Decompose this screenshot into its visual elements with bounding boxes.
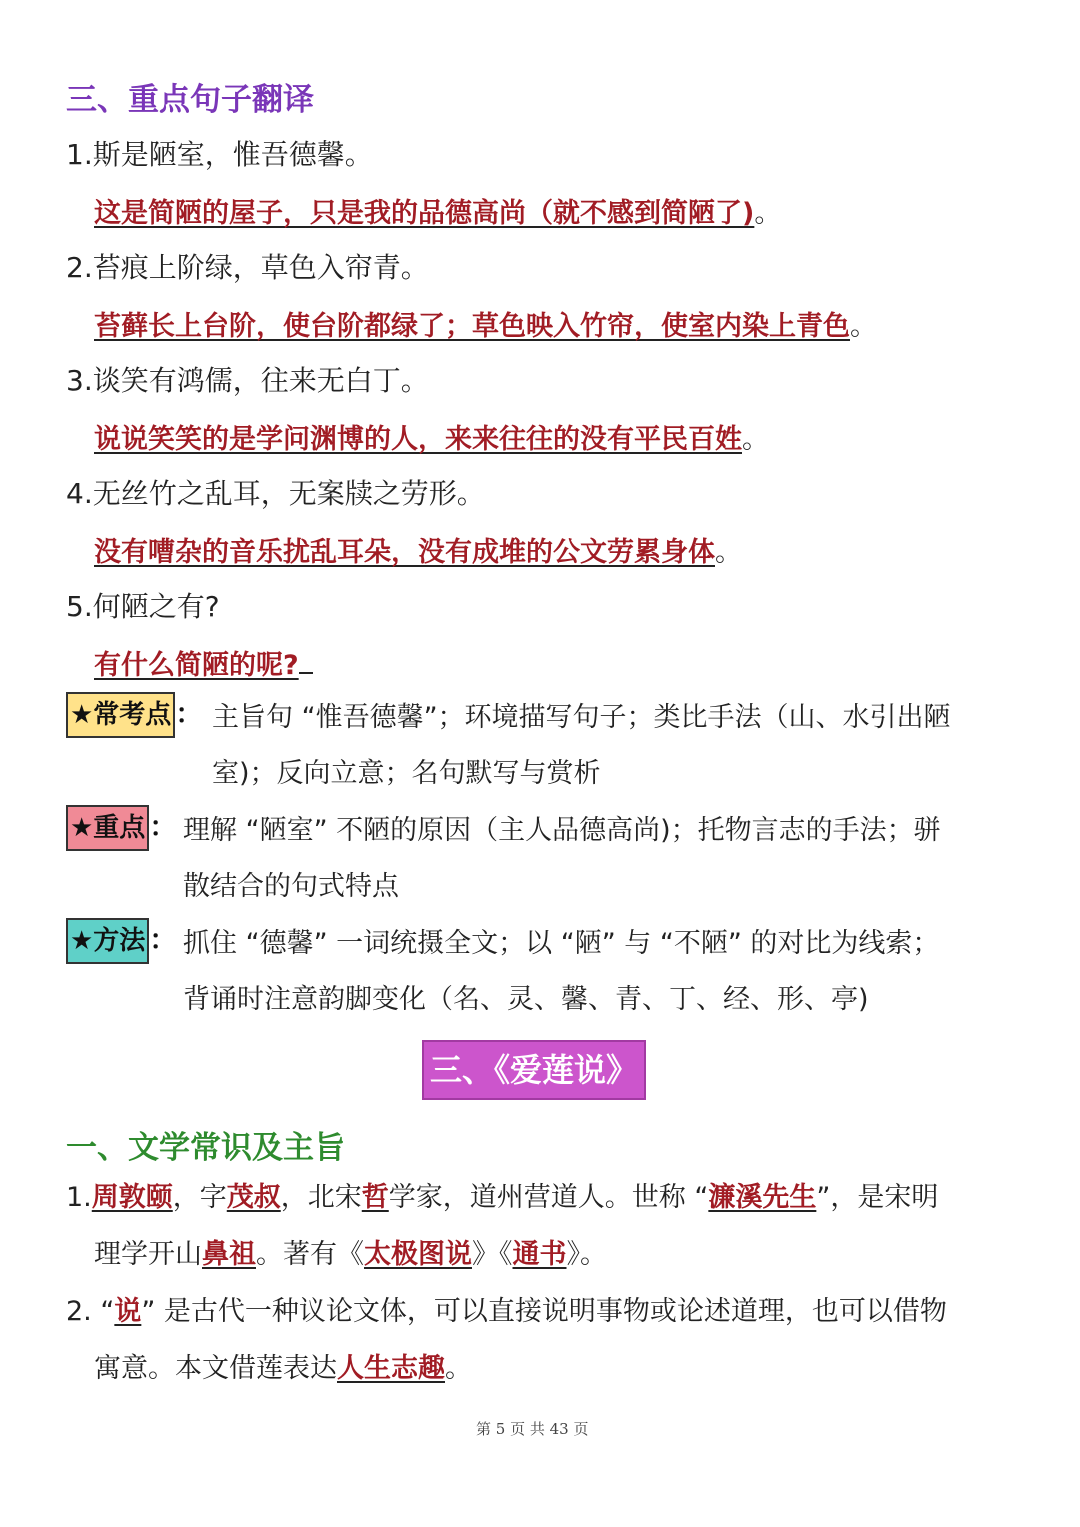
section-heading-literary: 一、文学常识及主旨 [66, 1130, 345, 1166]
kw-lianxi: 濂溪先生 [708, 1182, 817, 1213]
note-key-point-colon: ： [149, 812, 177, 843]
p2-text-a: 2. “ [66, 1296, 115, 1327]
note-exam-point [66, 692, 202, 738]
p1-text-h: 》。 [566, 1239, 607, 1270]
paragraph-1-line2 [94, 1235, 607, 1275]
kw-zhe: 哲 [361, 1182, 389, 1213]
question-1: 1.斯是陋室，惟吾德馨。 [66, 138, 373, 171]
paragraph-1-line1 [66, 1178, 938, 1218]
note-method-line1: 抓住 “德馨” 一词统摄全文；以 “陋” 与 “不陋” 的对比为线索； [183, 928, 940, 959]
question-2: 2.苔痕上阶绿，草色入帘青。 [66, 251, 429, 284]
question-4: 4.无丝竹之乱耳，无案牍之劳形。 [66, 477, 485, 510]
paragraph-2-line1 [66, 1292, 947, 1332]
note-exam-point-colon: ： [175, 699, 203, 730]
p1-text-b: ，北宋 [280, 1182, 362, 1213]
note-method-line2: 背诵时注意韵脚变化（名、灵、馨、青、丁、经、形、亭) [183, 984, 869, 1015]
answer-5-text: 有什么简陋的呢? [94, 650, 299, 681]
p2-text-c: 寓意。本文借莲表达 [94, 1353, 337, 1384]
note-method-colon: ： [149, 925, 177, 956]
kw-tongshu: 通书 [512, 1239, 567, 1270]
answer-2 [94, 304, 877, 343]
kw-bizu: 鼻祖 [202, 1239, 256, 1270]
p2-text-b: ” 是古代一种议论文体，可以直接说明事物或论述道理，也可以借物 [141, 1296, 947, 1327]
answer-5-blank [299, 646, 313, 674]
note-exam-point-line1: 主旨句 “惟吾德馨”；环境描写句子；类比手法（山、水引出陋 [212, 702, 951, 733]
p1-text-f: 。著有《 [256, 1239, 364, 1270]
kw-taiji: 太极图说 [364, 1239, 472, 1270]
p1-text-a: ，字 [172, 1182, 227, 1213]
section-heading-translation: 三、重点句子翻译 [66, 82, 314, 118]
badge-exam-point: ★常考点 [66, 692, 175, 738]
note-exam-point-line2: 室)；反向立意；名句默写与赏析 [212, 758, 601, 789]
answer-1-text: 这是简陋的屋子，只是我的品德高尚（就不感到简陋了) [94, 198, 755, 229]
answer-4-text: 没有嘈杂的音乐扰乱耳朵，没有成堆的公文劳累身体 [94, 537, 715, 568]
kw-zhou-dunyi: 周敦颐 [91, 1182, 173, 1213]
p2-text-d: 。 [445, 1353, 472, 1384]
note-key-point-line2: 散结合的句式特点 [183, 871, 399, 902]
kw-zhiqu: 人生志趣 [337, 1353, 445, 1384]
answer-3 [94, 417, 769, 456]
note-method [66, 918, 176, 964]
answer-5 [94, 643, 313, 682]
note-key-point [66, 805, 176, 851]
p1-text-c: 学家，道州营道人。世称 “ [388, 1182, 709, 1213]
answer-1 [94, 191, 781, 230]
answer-2-text: 苔藓长上台阶，使台阶都绿了；草色映入竹帘，使室内染上青色 [94, 311, 850, 342]
p1-num: 1. [66, 1182, 92, 1213]
question-5: 5.何陋之有? [66, 590, 220, 623]
badge-method: ★方法 [66, 918, 149, 964]
answer-1-end: 。 [754, 198, 782, 229]
kw-shuo: 说 [114, 1296, 142, 1327]
answer-3-text: 说说笑笑的是学问渊博的人，来来往往的没有平民百姓 [94, 424, 742, 455]
paragraph-2-line2 [94, 1349, 472, 1389]
lesson-title: 三、《爱莲说》 [422, 1040, 646, 1100]
page-footer: 第 5 页 共 43 页 [476, 1420, 589, 1438]
answer-4-end: 。 [715, 537, 742, 568]
note-key-point-line1: 理解 “陋室” 不陋的原因（主人品德高尚)；托物言志的手法；骈 [183, 815, 941, 846]
p1-text-g: 》《 [472, 1239, 513, 1270]
answer-3-end: 。 [742, 424, 769, 455]
badge-key-point: ★重点 [66, 805, 149, 851]
question-3: 3.谈笑有鸿儒，往来无白丁。 [66, 364, 429, 397]
p1-text-d: ”，是宋明 [816, 1182, 939, 1213]
p1-text-e: 理学开山 [94, 1239, 202, 1270]
kw-maoshu: 茂叔 [226, 1182, 281, 1213]
answer-4 [94, 530, 742, 569]
answer-2-end: 。 [850, 311, 877, 342]
